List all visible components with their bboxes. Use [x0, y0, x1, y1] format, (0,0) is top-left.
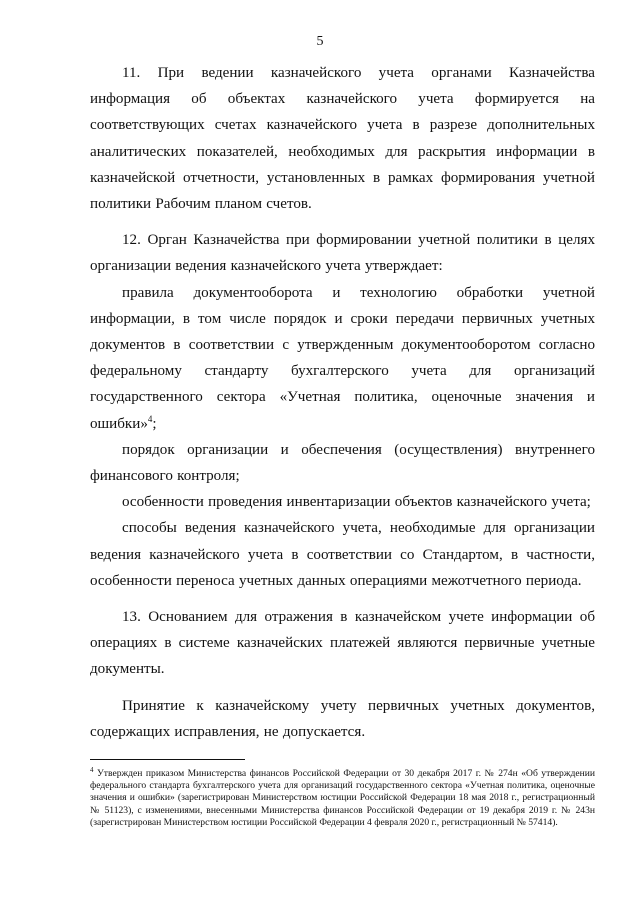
paragraph-12: 12. Орган Казначейства при формировании учетной политики в целях организации ведения казначейского учета утверждает:: [90, 232, 595, 275]
paragraph-11: 11. При ведении казначейского учета органами Казначейства информация об объектах казначейского учета формируется на соответствующих счетах казначейского учета в разрезе дополнительных аналитических показателей, необходимых для раскрытия информации в казначейской отчетности, установленных в рамках формирования учетной политики Рабочим планом счетов.: [90, 65, 595, 213]
page-number: 5: [316, 34, 324, 49]
footnote-text: Утвержден приказом Министерства финансов Российской Федерации от 30 декабря 2017 г. № 274н «Об утверждении федерального стандарта бухгалтерского учета для организаций государственного сектора «Учетная политика, оценочные значения и ошибки» (зарегистрирован Министерством юстиции Российской Федерации 18 мая 2018 г., регистрационный № 51123), с изменениями, внесенными Министерства финансов Российской Федерации от 19 декабря 2019 г. № 243н (зарегистрирован Министерством юстиции Российской Федерации 4 февраля 2020 г., регистрационный № 57414).: [90, 768, 595, 828]
paragraph-12-item-1-text: правила документооборота и технологию обработки учетной информации, в том числе порядок и сроки передачи первичных учетных документов в соответствии с утвержденным документооборотом согласно федеральному стандарту бухгалтерского учета для организаций государственного сектора «Учетная политика, оценочные значения и ошибки»: [90, 284, 595, 432]
paragraph-12-item-4: способы ведения казначейского учета, необходимые для организации ведения казначейского учета в соответствии со Стандартом, в частности, особенности переноса учетных данных операциями межотчетного периода.: [90, 520, 595, 589]
paragraph-12-item-1-end: ;: [152, 415, 157, 432]
footnote-divider: [90, 759, 245, 760]
footnote: [90, 765, 595, 829]
document-body: [90, 60, 595, 745]
paragraph-13: 13. Основанием для отражения в казначейском учете информации об операциях в системе казначейских платежей являются первичные учетные документы.: [90, 609, 595, 678]
paragraph-12-item-3: особенности проведения инвентаризации объектов казначейского учета;: [122, 494, 591, 511]
paragraph-12-item-1: [90, 280, 595, 437]
footnote-reference[interactable]: 4: [147, 413, 153, 424]
paragraph-13-note: Принятие к казначейскому учету первичных учетных документов, содержащих исправления, не допускается.: [90, 697, 595, 740]
paragraph-12-item-2: порядок организации и обеспечения (осуществления) внутреннего финансового контроля;: [90, 441, 595, 485]
footnote-marker: 4: [90, 765, 94, 774]
